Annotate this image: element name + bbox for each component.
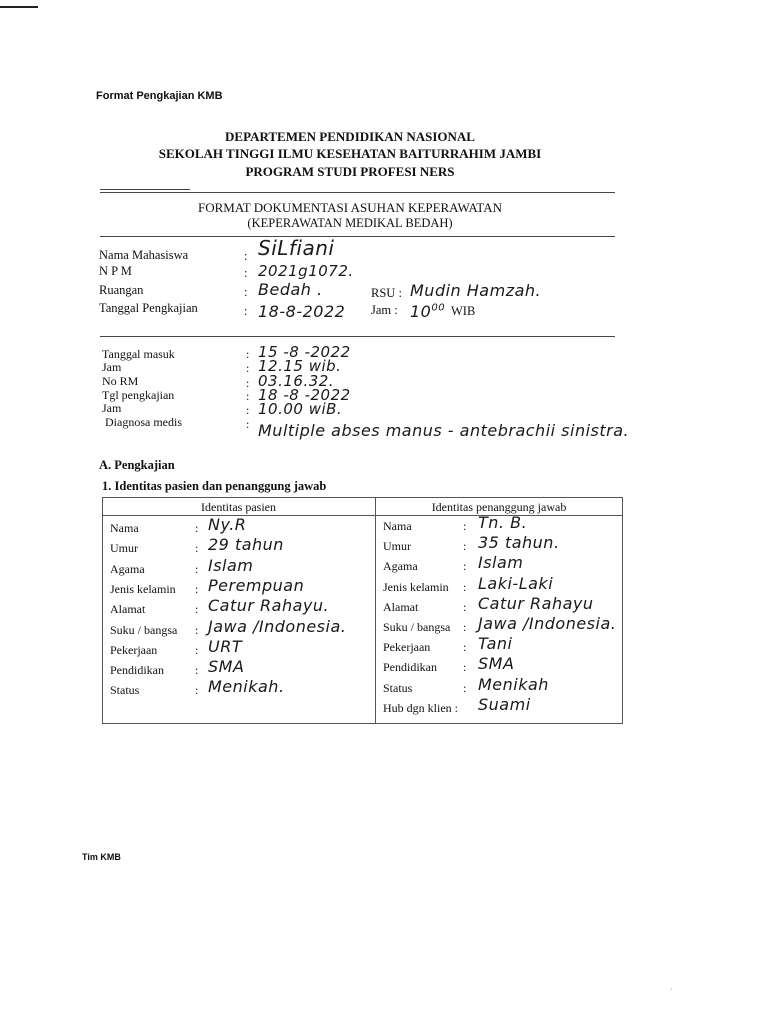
header-line-3: PROGRAM STUDI PROFESI NERS [245,164,455,179]
patient-field-label: Status [110,683,140,698]
colon: : [195,622,199,637]
tanggal-masuk-value: 15 -8 -2022 [258,343,351,361]
footer-label: Tim KMB [82,852,121,862]
table-divider [375,497,376,723]
colon: : [246,389,250,403]
colon: : [463,680,467,695]
guardian-field-value: 35 tahun. [478,533,560,553]
guardian-field-value: Laki-Laki [478,573,554,593]
patient-field-value: SMA [208,657,245,677]
header-line-1: DEPARTEMEN PENDIDIKAN NASIONAL [225,129,475,144]
colon: : [244,266,248,280]
colon: : [195,663,199,678]
ruangan-value: Bedah . [258,280,323,299]
header-line-2: SEKOLAH TINGGI ILMU KESEHATAN BAITURRAHIM JAMBI [158,146,542,161]
npm-value: 2021g1072. [258,262,354,280]
guardian-field-label: Status [383,680,413,695]
jam-masuk-label: Jam [102,360,122,374]
patient-field-value: Jawa /Indonesia. [208,616,347,636]
colon: : [246,417,250,431]
guardian-field-value: Suami [478,694,531,714]
nama-mahasiswa-label: Nama Mahasiswa [99,248,189,262]
patient-field-label: Agama [110,561,145,576]
colon: : [246,403,250,417]
scan-speck: · [670,985,673,994]
tanggal-pengkajian-label: Tanggal Pengkajian [99,301,198,315]
colon: : [463,579,467,594]
jam-masuk-value: 12.15 wib. [258,357,342,375]
guardian-field-value: Islam [478,553,524,573]
rsu-label: RSU : [371,286,402,300]
colon: : [246,347,250,361]
patient-field-label: Pekerjaan [110,642,158,657]
tanggal-pengkajian-value: 18-8-2022 [258,302,346,321]
colon: : [246,376,250,390]
section-a-heading: A. Pengkajian [99,458,175,472]
colon: : [246,361,250,375]
colon: : [463,519,467,533]
guardian-field-value: Jawa /Indonesia. [478,614,617,633]
colon: : [195,602,199,617]
guardian-field-label: Pendidikan [383,660,437,675]
colon: : [195,581,199,596]
patient-field-label: Alamat [110,602,146,617]
form-title-line-1: FORMAT DOKUMENTASI ASUHAN KEPERAWATAN [198,200,502,215]
colon: : [244,285,248,299]
colon: : [463,599,467,614]
rsu-value: Mudin Hamzah. [410,281,542,300]
patient-column-header: Identitas pasien [201,500,276,514]
guardian-field-label: Umur [383,539,411,554]
guardian-field-value: Tn. B. [478,513,528,532]
guardian-field-value: Tani [478,634,513,654]
jam-unit: WIB [451,304,476,318]
jam-value [410,302,445,321]
jam-label: Jam : [371,303,398,317]
patient-field-label: Nama [110,521,139,535]
colon: : [463,620,467,634]
header-divider [100,192,615,193]
patient-field-label: Jenis kelamin [110,581,176,596]
guardian-field-label: Nama [383,519,412,533]
jam-pengkajian-value: 10.00 wiB. [258,400,343,418]
colon: : [463,539,467,554]
patient-field-label: Umur [110,541,138,556]
colon: : [195,521,199,535]
guardian-column-header: Identitas penanggung jawab [431,500,567,514]
patient-field-value: Ny.R [208,515,247,534]
no-rm-value: 03.16.32. [258,372,335,390]
ruangan-label: Ruangan [99,283,144,297]
tanggal-masuk-label: Tanggal masuk [102,347,175,361]
section-1-heading: 1. Identitas pasien dan penanggung jawab [102,479,327,493]
form-title-line-2: (KEPERAWATAN MEDIKAL BEDAH) [247,216,453,230]
tgl-pengkajian-label: Tgl pengkajian [102,388,175,402]
diagnosa-medis-label: Diagnosa medis [105,415,182,429]
patient-field-label: Pendidikan [110,663,164,678]
guardian-field-label: Alamat [383,599,419,614]
guardian-field-label: Pekerjaan [383,640,431,655]
guardian-field-label: Hub dgn klien : [383,700,458,715]
jam-pengkajian-label: Jam [102,401,122,415]
patient-field-value: 29 tahun [208,535,284,555]
patient-field-label: Suku / bangsa [110,622,178,637]
guardian-field-label: Jenis kelamin [383,579,449,594]
colon: : [195,541,199,556]
guardian-field-value: SMA [478,654,515,674]
patient-field-value: Islam [208,555,254,575]
colon: : [244,249,248,263]
colon: : [195,642,199,657]
npm-label: N P M [99,264,132,278]
diagnosa-medis-value: Multiple abses manus - antebrachii sinistra. [258,421,630,440]
guardian-field-label: Suku / bangsa [383,620,451,634]
table-header-rule [102,515,622,516]
colon: : [195,561,199,576]
guardian-field-value: Catur Rahayu [478,593,594,613]
jam-minutes: 00 [431,302,446,314]
guardian-field-value: Menikah [478,674,549,694]
colon: : [463,660,467,675]
patient-field-value: URT [208,636,243,656]
title-divider [100,236,615,237]
colon: : [195,683,199,698]
header-divider-short [100,189,190,190]
colon: : [463,640,467,655]
student-divider [100,336,615,337]
patient-field-value: Menikah. [208,677,285,697]
tgl-pengkajian-value: 18 -8 -2022 [258,386,351,404]
patient-field-value: Perempuan [208,575,305,595]
corner-mark [0,6,38,8]
patient-field-value: Catur Rahayu. [208,596,330,616]
jam-hour: 10 [410,302,432,321]
colon: : [244,304,248,318]
nama-mahasiswa-value: SiLfiani [258,236,335,260]
format-label: Format Pengkajian KMB [96,90,223,102]
colon: : [463,559,467,574]
guardian-field-label: Agama [383,559,418,574]
no-rm-label: No RM [102,374,139,388]
